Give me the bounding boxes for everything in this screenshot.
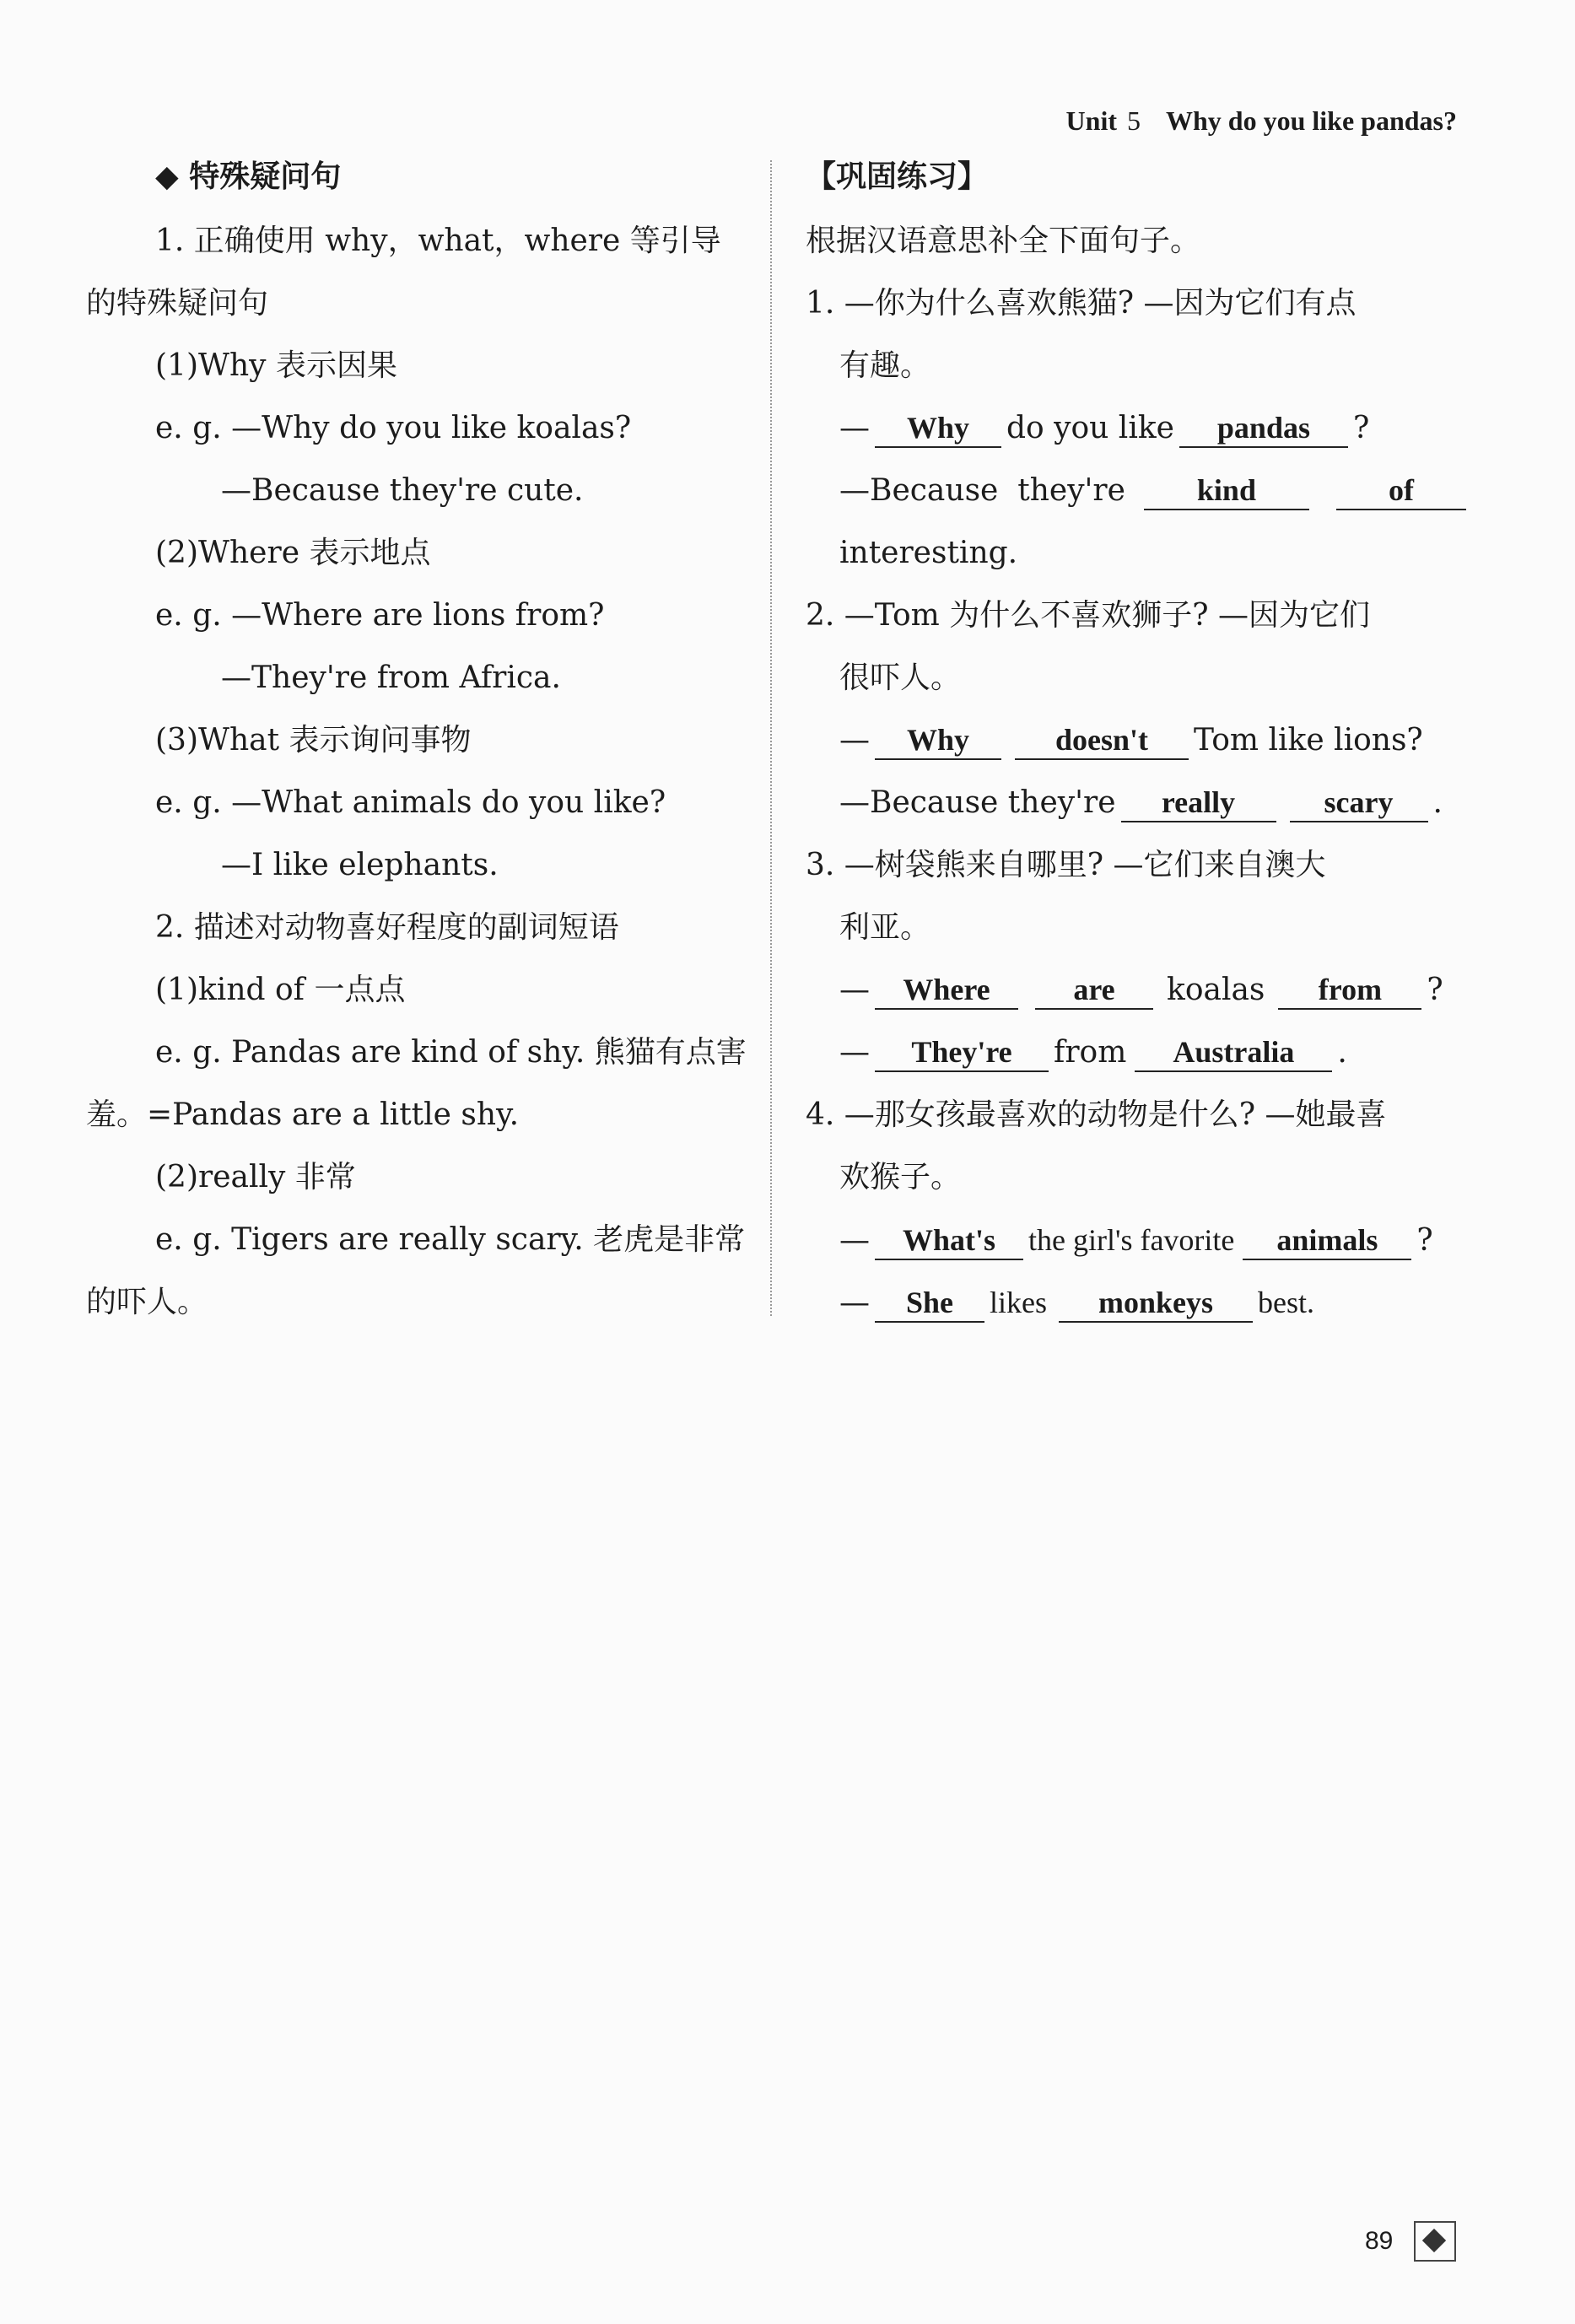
question-4-prompt: 4. —那女孩最喜欢的动物是什么? —她最喜 — [806, 1097, 1387, 1132]
example-line: 羞。=Pandas are a little shy. — [86, 1097, 520, 1132]
example-line: —Because they're cute. — [221, 473, 584, 508]
example-line: e. g. Tigers are really scary. 老虎是非常 — [155, 1222, 746, 1257]
running-header — [1066, 105, 1457, 137]
question-3-line-1: — Where are koalas from ? — [839, 970, 1443, 1011]
answer-blank: doesn't — [1015, 721, 1189, 760]
note-line: 的特殊疑问句 — [86, 286, 269, 321]
unit-label: Unit — [1065, 105, 1117, 136]
column-divider — [770, 160, 772, 1316]
diamond-icon — [1422, 2229, 1446, 2252]
sentence-text: do you like — [1006, 411, 1174, 445]
sentence-text: koalas — [1167, 973, 1265, 1007]
sentence-text: —Because they're — [839, 473, 1125, 508]
answer-blank: pandas — [1179, 409, 1348, 448]
unit-title: Why do you like pandas? — [1165, 105, 1457, 136]
question-2-prompt-cont: 很吓人。 — [839, 661, 962, 695]
question-2-line-2: —Because they're really scary . — [839, 783, 1443, 823]
note-line: 1. 正确使用 why，what，where 等引导 — [155, 224, 721, 258]
question-4-line-2: — She likes monkeys best. — [839, 1282, 1314, 1324]
example-line: 的吓人。 — [86, 1285, 208, 1319]
question-3-line-2: — They're from Australia . — [839, 1033, 1347, 1073]
note-line: (2)Where 表示地点 — [155, 536, 431, 570]
sentence-text: likes — [990, 1286, 1047, 1319]
page-number: 89 — [1365, 2227, 1394, 2255]
answer-blank: Why — [875, 409, 1001, 448]
answer-blank: of — [1336, 472, 1466, 510]
question-2-line-1: — Why doesn't Tom like lions? — [839, 720, 1423, 761]
answer-blank: What's — [875, 1221, 1023, 1260]
sentence-text: best. — [1258, 1286, 1314, 1319]
answer-blank: scary — [1290, 784, 1428, 822]
question-2-prompt: 2. —Tom 为什么不喜欢狮子? —因为它们 — [806, 598, 1371, 633]
unit-number: 5 — [1126, 105, 1141, 136]
question-1-prompt: 1. —你为什么喜欢熊猫? —因为它们有点 — [806, 286, 1357, 321]
page-marker-icon — [1414, 2221, 1456, 2262]
question-3-prompt: 3. —树袋熊来自哪里? —它们来自澳大 — [806, 848, 1326, 882]
answer-blank: Why — [875, 721, 1001, 760]
section-heading: ◆ 特殊疑问句 — [155, 159, 342, 194]
example-line: e. g. Pandas are kind of shy. 熊猫有点害 — [155, 1035, 747, 1070]
answer-blank: Where — [875, 971, 1018, 1010]
question-4-line-1: — What's the girl's favorite animals ? — [839, 1220, 1433, 1261]
note-line: (3)What 表示询问事物 — [155, 723, 472, 758]
question-1-line-2 — [839, 471, 1471, 511]
question-1-prompt-cont: 有趣。 — [839, 348, 931, 383]
question-3-prompt-cont: 利亚。 — [839, 910, 931, 945]
answer-blank: really — [1121, 784, 1276, 822]
answer-blank: kind — [1144, 472, 1309, 510]
question-1-line-3: interesting. — [839, 536, 1018, 570]
example-line: e. g. —Where are lions from? — [155, 598, 605, 633]
sentence-text: Tom like lions? — [1194, 723, 1423, 758]
sentence-text: from — [1054, 1035, 1127, 1070]
answer-blank: from — [1278, 971, 1421, 1010]
sentence-text: the girl's favorite — [1028, 1223, 1235, 1257]
sentence-text: —Because they're — [839, 785, 1116, 820]
answer-blank: are — [1035, 971, 1153, 1010]
question-4-prompt-cont: 欢猴子。 — [839, 1160, 962, 1194]
answer-blank: She — [875, 1284, 984, 1323]
example-line: e. g. —Why do you like koalas? — [155, 411, 632, 445]
note-line: (1)Why 表示因果 — [155, 348, 397, 383]
exercise-heading: 【巩固练习】 — [806, 159, 989, 194]
exercise-instruction: 根据汉语意思补全下面句子。 — [806, 224, 1201, 258]
note-line: 2. 描述对动物喜好程度的副词短语 — [155, 910, 619, 945]
example-line: —I like elephants. — [221, 848, 499, 882]
answer-blank: animals — [1243, 1221, 1411, 1260]
answer-blank: Australia — [1135, 1033, 1332, 1072]
note-line: (1)kind of 一点点 — [155, 973, 406, 1007]
note-line: (2)really 非常 — [155, 1160, 356, 1194]
example-line: e. g. —What animals do you like? — [155, 785, 666, 820]
question-1-line-1: — Why do you like pandas ? — [839, 408, 1369, 449]
answer-blank: They're — [875, 1033, 1049, 1072]
example-line: —They're from Africa. — [221, 661, 561, 695]
answer-blank: monkeys — [1059, 1284, 1253, 1323]
